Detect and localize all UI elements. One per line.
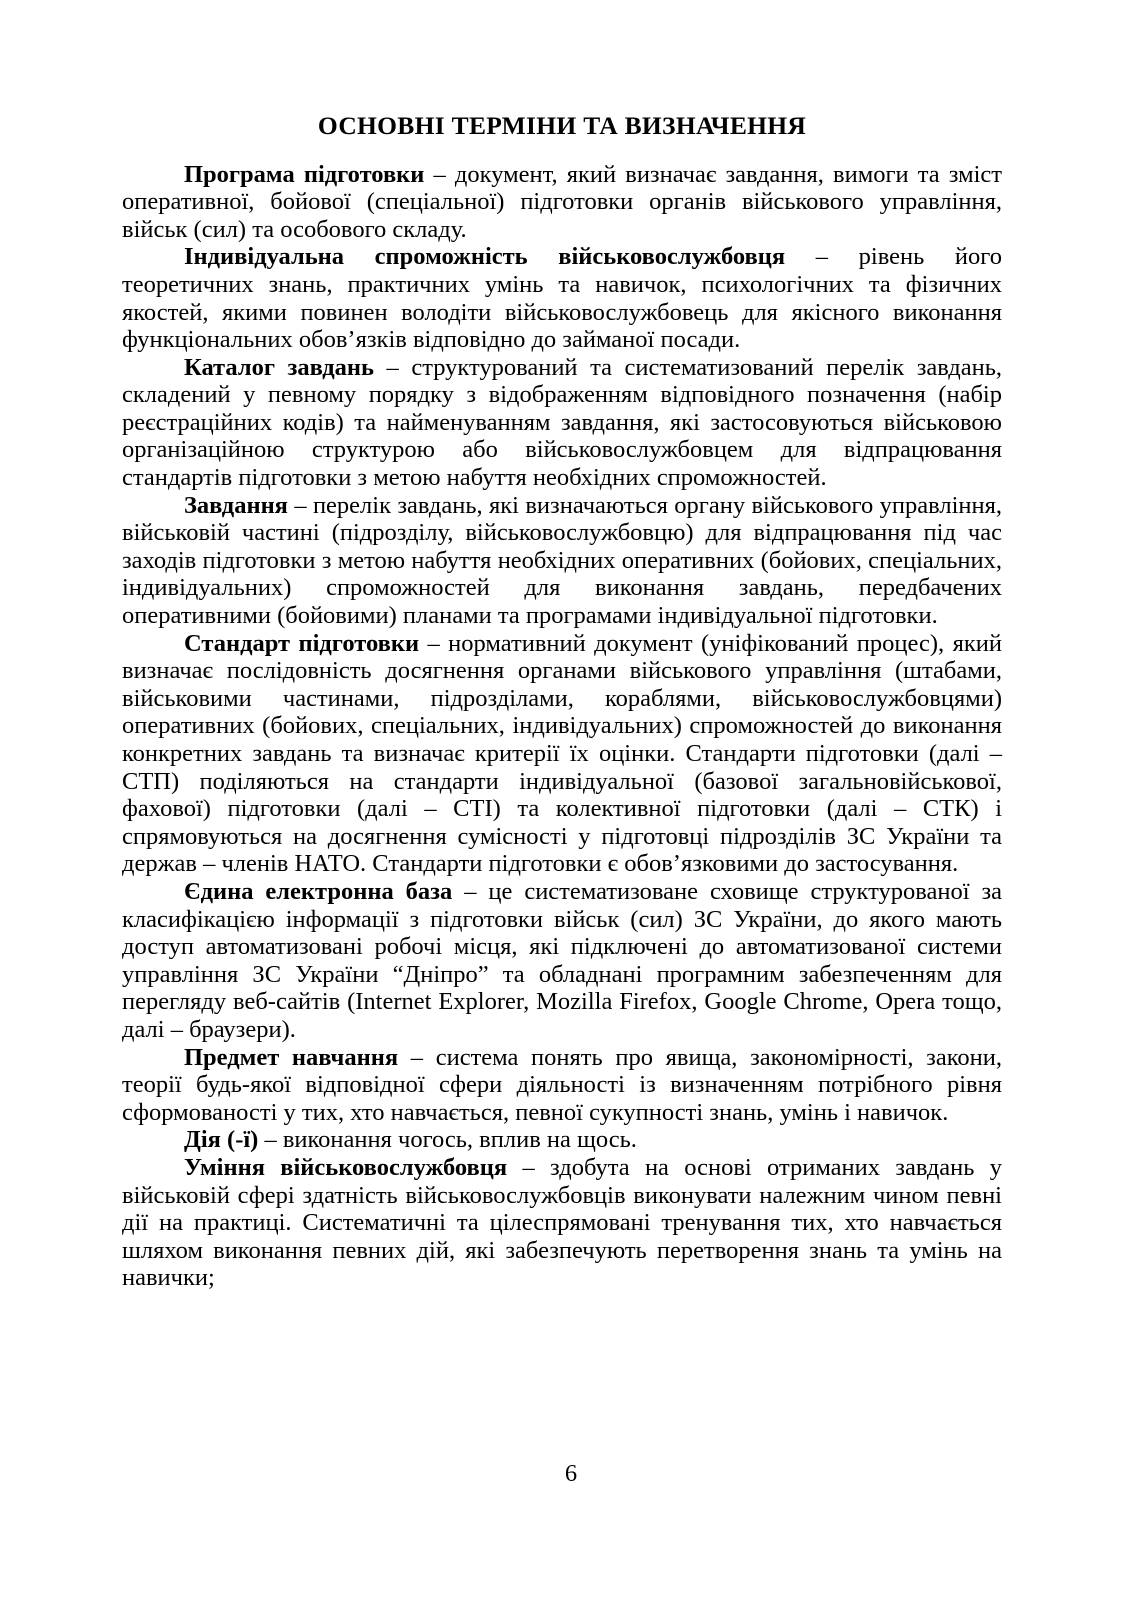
- definition-body: – це систематизоване сховище структурованої за класифікацією інформації з підготовки військ (сил) ЗС України, до якого мають доступ автоматизовані робочі місця, які підключені до автоматизованої системи управління ЗС України “Дніпро” та обладнані програмним забезпеченням для перегляду веб-сайтів (Internet Explorer, Mozilla Firefox, Google Chrome, Opera тощо, далі – браузери).: [122, 877, 1002, 1043]
- definition-term: Стандарт підготовки: [184, 629, 420, 657]
- definition-body: – нормативний документ (уніфікований процес), який визначає послідовність досягнення органами військового управління (штабами, військовими частинами, підрозділами, кораблями, військовослужбовцями) оперативних (бойових, спеціальних, індивідуальних) спроможностей до виконання конкретних завдань та визначає критерії їх оцінки. Стандарти підготовки (далі – СТП) поділяються на стандарти індивідуальної (базової загальновійськової, фахової) підготовки (далі – СТІ) та колективної підготовки (далі – СТК) і спрямовуються на досягнення сумісності у підготовці підрозділів ЗС України та держав – членів НАТО. Стандарти підготовки є обов’язковими до застосування.: [122, 629, 1002, 878]
- definition-term: Єдина електронна база: [184, 877, 453, 905]
- definition-paragraph: [122, 1154, 1002, 1292]
- definition-term: Предмет навчання: [184, 1043, 399, 1071]
- definition-term: Уміння військовослужбовця: [184, 1153, 508, 1181]
- definition-term: Програма підготовки: [184, 160, 425, 188]
- definition-paragraph: [122, 492, 1002, 630]
- definitions-list: [122, 161, 1002, 1292]
- definition-body: – документ, який визначає завдання, вимоги та зміст оперативної, бойової (спеціальної) підготовки органів військового управління, військ (сил) та особового складу.: [122, 160, 1003, 243]
- definition-body: – рівень його теоретичних знань, практичних умінь та навичок, психологічних та фізичних якостей, якими повинен володіти військовослужбовець для якісного виконання функціональних обов’язків відповідно до займаної посади.: [122, 243, 1002, 354]
- definition-body: – виконання чогось, вплив на щось.: [258, 1126, 637, 1154]
- page-title: ОСНОВНІ ТЕРМІНИ ТА ВИЗНАЧЕННЯ: [317, 111, 807, 140]
- page-number: 6: [564, 1460, 578, 1487]
- definition-paragraph: [122, 630, 1002, 878]
- definition-term: Завдання: [184, 491, 288, 519]
- definition-paragraph: [122, 161, 1002, 244]
- definition-paragraph: [122, 354, 1002, 492]
- definition-body: – структурований та систематизований перелік завдань, складений у певному порядку з відображенням відповідного позначення (набір реєстраційних кодів) та найменуванням завдання, які застосовуються військовою організаційною структурою або військовослужбовцем для відпрацювання стандартів підготовки з метою набуття необхідних спроможностей.: [122, 353, 1002, 492]
- definition-term: Каталог завдань: [184, 353, 374, 381]
- definition-paragraph: [122, 1126, 1002, 1154]
- page-content: [122, 112, 1002, 1292]
- definition-body: – перелік завдань, які визначаються органу військового управління, військовій частині (підрозділу, військовослужбовцю) для відпрацювання під час заходів підготовки з метою набуття необхідних оперативних (бойових, спеціальних, індивідуальних) спроможностей для виконання завдань, передбачених оперативними (бойовими) планами та програмами індивідуальної підготовки.: [122, 491, 1002, 630]
- definition-body: – здобута на основі отриманих завдань у військовій сфері здатність військовослужбовців виконувати належним чином певні дії на практиці. Систематичні та цілеспрямовані тренування тих, хто навчається шляхом виконання певних дій, які забезпечують перетворення знань та умінь на навички;: [122, 1153, 1002, 1292]
- definition-term: Індивідуальна спроможність військовослужбовця: [184, 243, 786, 271]
- definition-paragraph: [122, 1044, 1002, 1127]
- definition-paragraph: [122, 243, 1002, 353]
- definition-paragraph: [122, 878, 1002, 1044]
- definition-term: Дія (-ї): [184, 1126, 259, 1154]
- definition-body: – система понять про явища, закономірності, закони, теорії будь-якої відповідної сфери діяльності із визначенням потрібного рівня сформованості у тих, хто навчається, певної сукупності знань, умінь і навичок.: [122, 1043, 1002, 1126]
